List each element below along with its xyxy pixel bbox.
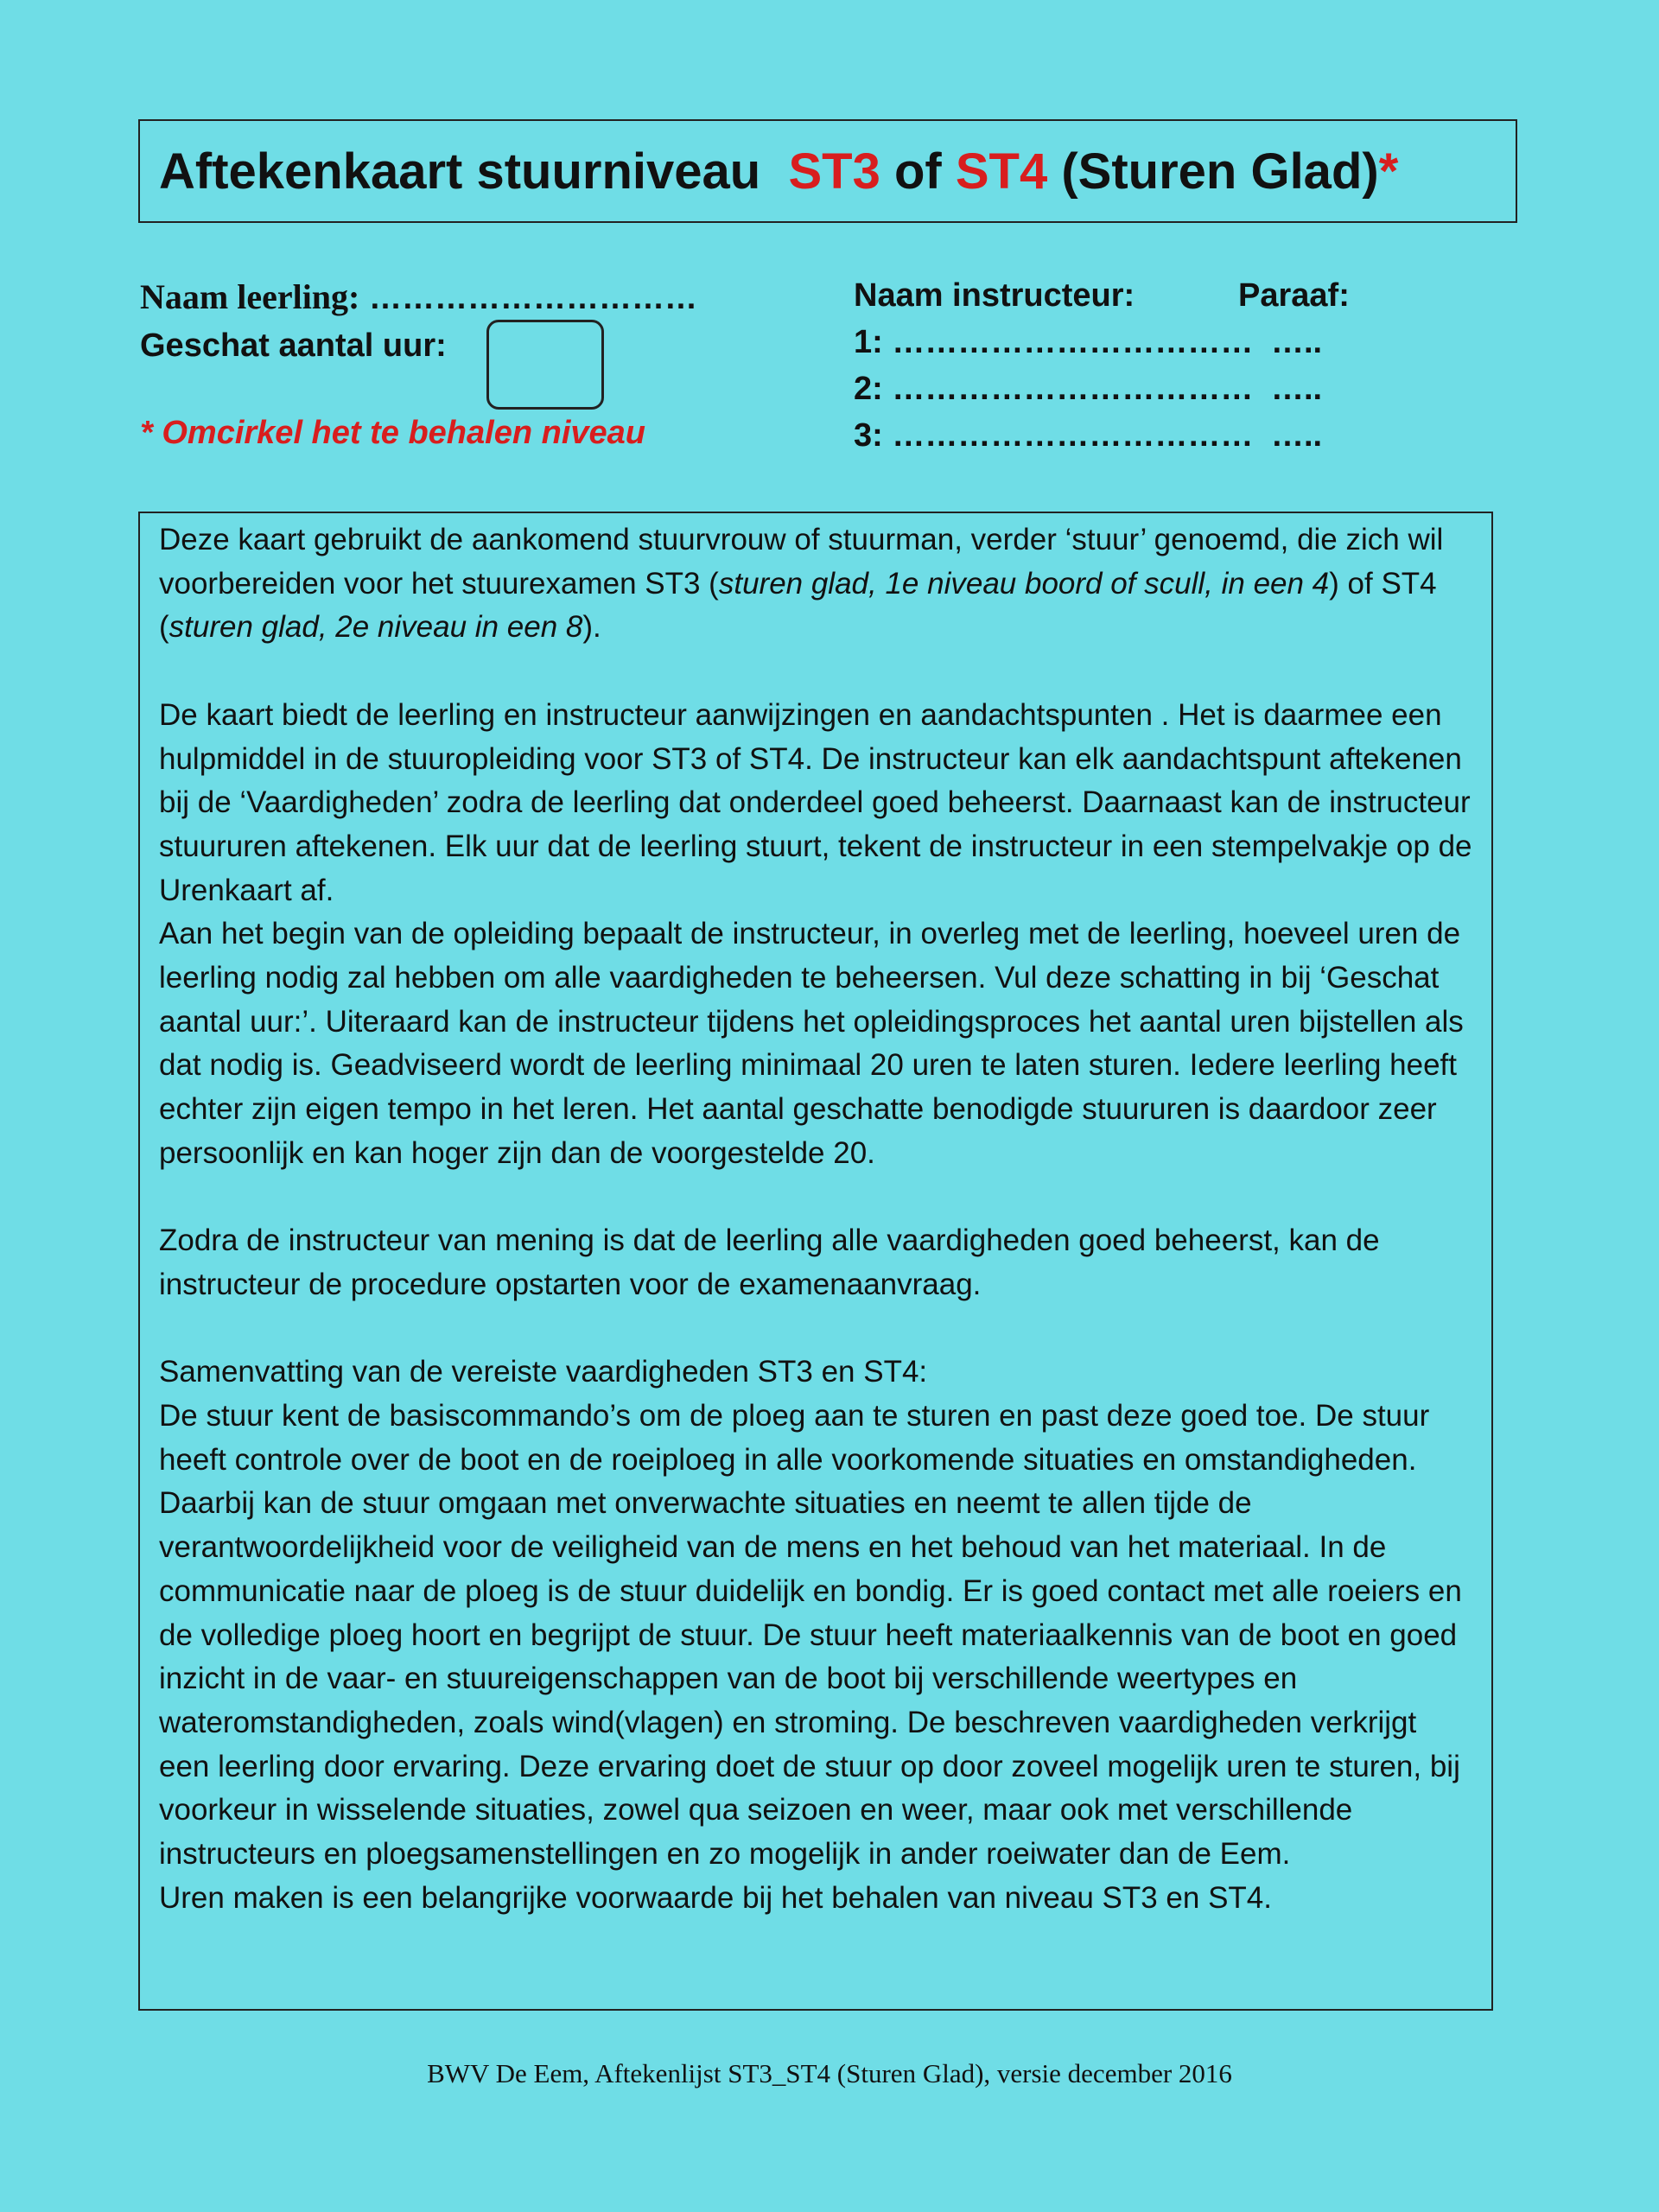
instructor-row-number: 3: [854, 417, 883, 454]
title-prefix: Aftekenkaart stuurniveau [159, 143, 761, 200]
instructor-header-row [854, 272, 1350, 319]
instructor-row [854, 319, 1323, 365]
exam-procedure-paragraph: Zodra de instructeur van mening is dat de leerling alle vaardigheden goed beheerst, kan de instructeur de procedure opstarten voor de examenaanvraag. [159, 1224, 1380, 1301]
instructor-name-field[interactable]: …………………………… [892, 371, 1254, 407]
instructor-paraaf-field[interactable]: ….. [1271, 324, 1323, 360]
instructor-name-field[interactable]: …………………………… [892, 417, 1254, 454]
title-st4: ST4 [955, 143, 1048, 200]
title-st3: ST3 [788, 143, 880, 200]
summary-heading: Samenvatting van de vereiste vaardigheden ST3 en ST4: [159, 1355, 928, 1389]
student-name-field[interactable]: ………………………… [368, 280, 697, 316]
student-name-row [140, 272, 697, 321]
estimated-hours-row [140, 321, 697, 371]
student-section [140, 272, 697, 371]
student-name-label: Naam leerling: [140, 277, 360, 316]
hours-estimate-paragraph: Aan het begin van de opleiding bepaalt de instructeur, in overleg met de leerling, hoeveel uren de leerling nodig zal hebben om alle vaardigheden te beheersen. Vul deze schatting in bij ‘Geschat aantal uur:’. Uiteraard kan de instructeur tijdens het opleidingsproces het aantal uren bijstellen als dat nodig is. Geadviseerd wordt de leerling minimaal 20 uren te laten sturen. Iedere leerling heeft echter zijn eigen tempo in het leren. Het aantal geschatte benodigde stuururen is daardoor zeer persoonlijk en kan hoger zijn dan de voorgestelde 20. [159, 917, 1464, 1170]
instructor-row-number: 1: [854, 324, 883, 360]
instructor-section [854, 272, 1350, 459]
instructions-box [138, 512, 1493, 2011]
intro-text: ). [582, 610, 601, 645]
intro-st4-detail: sturen glad, 2e niveau in een 8 [168, 610, 583, 645]
intro-text: Deze kaart gebruikt de aankomend stuurvrouw of stuurman, verder ‘stuur’ genoemd, die zich wil voorbereiden voor het stuurexamen ST3 ( [159, 523, 1444, 601]
intro-text: ) of ST4 ( [159, 566, 1437, 645]
title-asterisk: * [1378, 143, 1399, 200]
skills-summary-paragraph: De stuur kent de basiscommando’s om de ploeg aan te sturen en past deze goed toe. De stuur heeft controle over de boot en de roeiploeg in alle voorkomende situaties en omstandigheden. Daarbij kan de stuur omgaan met onverwachte situaties en neemt te allen tijde de verantwoordelijkheid voor de veiligheid van de mens en het behoud van het materiaal. In de communicatie naar de ploeg is de stuur duidelijk en bondig. Er is goed contact met alle roeiers en de volledige ploeg hoort en begrijpt de stuur. De stuur heeft materiaalkennis van de boot en goed inzicht in de vaar- en stuureigenschappen van de boot bij verschillende weertypes en wateromstandigheden, zoals wind(vlagen) en stroming. De beschreven vaardigheden verkrijgt een leerling door ervaring. Deze ervaring doet de stuur op door zoveel mogelijk uren te sturen, bij voorkeur in wisselende situaties, zowel qua seizoen en weer, maar ook met verschillende instructeurs en ploegsamenstellingen en zo mogelijk in ander roeiwater dan de Eem. [159, 1399, 1462, 1872]
circle-level-note: * Omcirkel het te behalen niveau [140, 415, 645, 451]
instructor-label: Naam instructeur: [854, 277, 1135, 314]
intro-paragraph [159, 518, 1474, 650]
title-suffix: (Sturen Glad) [1061, 143, 1379, 200]
instructor-paraaf-field[interactable]: ….. [1271, 371, 1323, 407]
instructor-paraaf-field[interactable]: ….. [1271, 417, 1323, 454]
footer: BWV De Eem, Aftekenlijst ST3_ST4 (Sturen Glad), versie december 2016 [427, 2058, 1232, 2088]
title-of: of [893, 143, 942, 200]
intro-st3-detail: sturen glad, 1e niveau boord of scull, in een 4 [718, 566, 1330, 601]
instructor-row [854, 412, 1323, 459]
card-purpose-paragraph: De kaart biedt de leerling en instructeur aanwijzingen en aandachtspunten . Het is daarmee een hulpmiddel in de stuuropleiding voor ST3 of ST4. De instructeur kan elk aandachtspunt aftekenen bij de ‘Vaardigheden’ zodra de leerling dat onderdeel goed beheerst. Daarnaast kan de instructeur stuururen aftekenen. Elk uur dat de leerling stuurt, tekent de instructeur in een stempelvakje op de Urenkaart af. [159, 697, 1472, 907]
title-box [138, 119, 1517, 223]
hours-requirement-paragraph: Uren maken is een belangrijke voorwaarde bij het behalen van niveau ST3 en ST4. [159, 1880, 1272, 1915]
estimated-hours-box[interactable] [486, 320, 604, 410]
instructor-row [854, 365, 1323, 412]
paraaf-label: Paraaf: [1238, 277, 1350, 314]
instructor-row-number: 2: [854, 371, 883, 407]
instructor-name-field[interactable]: …………………………… [892, 324, 1254, 360]
estimated-hours-label: Geschat aantal uur: [140, 327, 447, 364]
